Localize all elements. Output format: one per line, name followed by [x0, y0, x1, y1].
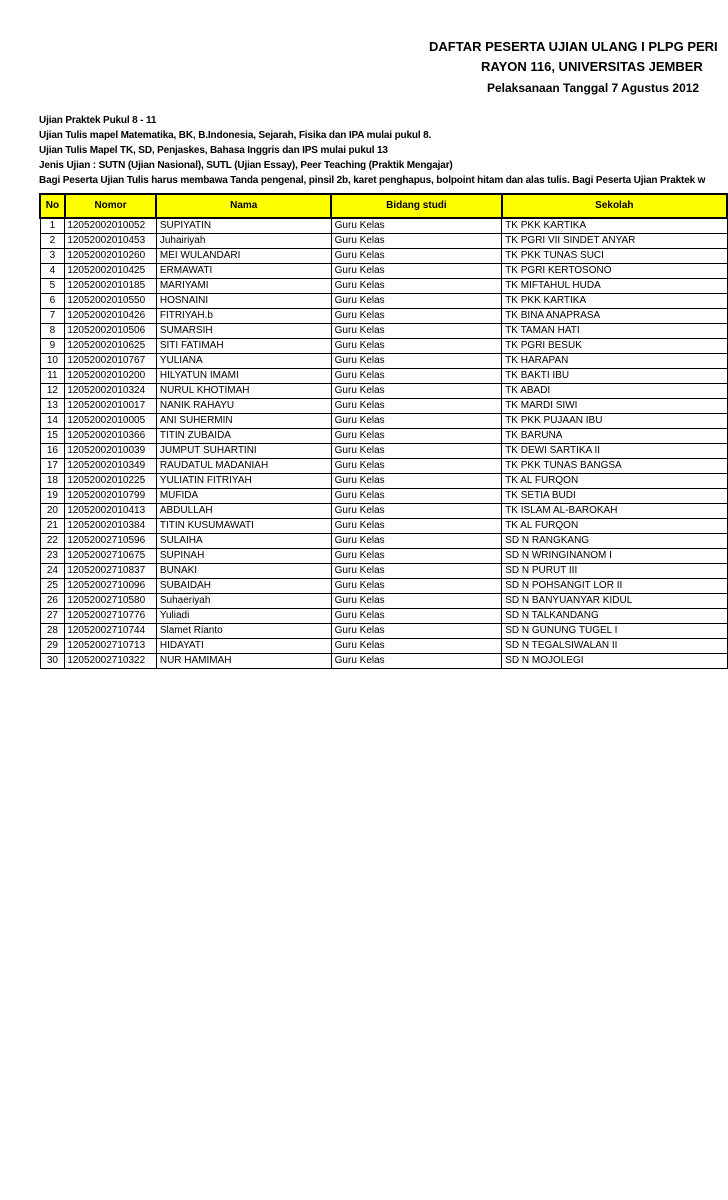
cell-no: 26	[40, 594, 65, 609]
cell-sekolah: SD N TEGALSIWALAN II	[502, 639, 727, 654]
cell-nama: ANI SUHERMIN	[156, 414, 331, 429]
cell-sekolah: TK PKK PUJAAN IBU	[502, 414, 727, 429]
cell-sekolah: TK PKK TUNAS BANGSA	[502, 459, 727, 474]
table-row	[40, 294, 727, 309]
cell-nama: FITRIYAH.b	[156, 309, 331, 324]
column-header-nama: Nama	[156, 194, 331, 218]
cell-nomor: 12052002010426	[65, 309, 157, 324]
cell-bidang-studi: Guru Kelas	[331, 654, 502, 669]
cell-nama: YULIANA	[156, 354, 331, 369]
cell-sekolah: TK MIFTAHUL HUDA	[502, 279, 727, 294]
participants-table	[39, 193, 728, 669]
cell-nama: ERMAWATI	[156, 264, 331, 279]
cell-nomor: 12052002010200	[65, 369, 157, 384]
cell-bidang-studi: Guru Kelas	[331, 369, 502, 384]
cell-sekolah: SD N WRINGINANOM I	[502, 549, 727, 564]
table-row	[40, 384, 727, 399]
cell-nama: SUBAIDAH	[156, 579, 331, 594]
table-row	[40, 564, 727, 579]
cell-nomor: 12052002010349	[65, 459, 157, 474]
cell-no: 3	[40, 249, 65, 264]
cell-nomor: 12052002010052	[65, 218, 157, 234]
cell-no: 5	[40, 279, 65, 294]
cell-bidang-studi: Guru Kelas	[331, 489, 502, 504]
cell-bidang-studi: Guru Kelas	[331, 534, 502, 549]
cell-nama: HIDAYATI	[156, 639, 331, 654]
cell-nama: BUNAKI	[156, 564, 331, 579]
cell-sekolah: TK ISLAM AL-BAROKAH	[502, 504, 727, 519]
cell-sekolah: TK ABADI	[502, 384, 727, 399]
cell-bidang-studi: Guru Kelas	[331, 324, 502, 339]
cell-nomor: 12052002010185	[65, 279, 157, 294]
table-row	[40, 444, 727, 459]
cell-no: 19	[40, 489, 65, 504]
document-date: Pelaksanaan Tanggal 7 Agustus 2012	[487, 81, 700, 95]
cell-sekolah: TK MARDI SIWI	[502, 399, 727, 414]
cell-sekolah: SD N BANYUANYAR KIDUL	[502, 594, 727, 609]
cell-nomor: 12052002010039	[65, 444, 157, 459]
table-row	[40, 429, 727, 444]
note-tulis-afternoon: Ujian Tulis Mapel TK, SD, Penjaskes, Bahasa Inggris dan IPS mulai pukul 13	[39, 145, 388, 156]
cell-bidang-studi: Guru Kelas	[331, 279, 502, 294]
cell-no: 25	[40, 579, 65, 594]
table-row	[40, 489, 727, 504]
table-row	[40, 639, 727, 654]
cell-sekolah: TK HARAPAN	[502, 354, 727, 369]
cell-nomor: 12052002010425	[65, 264, 157, 279]
cell-sekolah: SD N POHSANGIT LOR II	[502, 579, 727, 594]
cell-sekolah: TK BAKTI IBU	[502, 369, 727, 384]
cell-bidang-studi: Guru Kelas	[331, 234, 502, 249]
cell-no: 1	[40, 218, 65, 234]
table-row	[40, 534, 727, 549]
cell-nomor: 12052002710675	[65, 549, 157, 564]
column-header-nomor: Nomor	[65, 194, 157, 218]
table-row	[40, 609, 727, 624]
column-header-no: No	[40, 194, 65, 218]
cell-nama: NURUL KHOTIMAH	[156, 384, 331, 399]
cell-sekolah: TK BINA ANAPRASA	[502, 309, 727, 324]
cell-sekolah: SD N RANGKANG	[502, 534, 727, 549]
cell-bidang-studi: Guru Kelas	[331, 474, 502, 489]
cell-nama: TITIN ZUBAIDA	[156, 429, 331, 444]
cell-bidang-studi: Guru Kelas	[331, 354, 502, 369]
cell-sekolah: TK PGRI VII SINDET ANYAR	[502, 234, 727, 249]
cell-no: 23	[40, 549, 65, 564]
cell-nama: NANIK RAHAYU	[156, 399, 331, 414]
cell-bidang-studi: Guru Kelas	[331, 399, 502, 414]
cell-bidang-studi: Guru Kelas	[331, 249, 502, 264]
cell-nama: RAUDATUL MADANIAH	[156, 459, 331, 474]
cell-nomor: 12052002010550	[65, 294, 157, 309]
cell-nomor: 12052002710596	[65, 534, 157, 549]
table-row	[40, 279, 727, 294]
cell-no: 9	[40, 339, 65, 354]
cell-no: 28	[40, 624, 65, 639]
table-row	[40, 414, 727, 429]
column-header-sekolah: Sekolah	[502, 194, 727, 218]
cell-bidang-studi: Guru Kelas	[331, 294, 502, 309]
cell-bidang-studi: Guru Kelas	[331, 549, 502, 564]
cell-nomor: 12052002010453	[65, 234, 157, 249]
cell-no: 2	[40, 234, 65, 249]
table-row	[40, 549, 727, 564]
cell-no: 22	[40, 534, 65, 549]
cell-bidang-studi: Guru Kelas	[331, 339, 502, 354]
cell-bidang-studi: Guru Kelas	[331, 444, 502, 459]
table-row	[40, 218, 727, 234]
table-row	[40, 624, 727, 639]
cell-nama: TITIN KUSUMAWATI	[156, 519, 331, 534]
cell-nama: MUFIDA	[156, 489, 331, 504]
table-row	[40, 339, 727, 354]
table-row	[40, 504, 727, 519]
cell-nomor: 12052002010767	[65, 354, 157, 369]
cell-nama: YULIATIN FITRIYAH	[156, 474, 331, 489]
cell-nama: Juhairiyah	[156, 234, 331, 249]
table-row	[40, 234, 727, 249]
note-requirements: Bagi Peserta Ujian Tulis harus membawa Tanda pengenal, pinsil 2b, karet penghapus, bolpoint hitam dan alas tulis. Bagi Peserta Ujian Praktek w	[39, 175, 706, 186]
cell-no: 17	[40, 459, 65, 474]
cell-sekolah: TK AL FURQON	[502, 474, 727, 489]
cell-nama: SUPIYATIN	[156, 218, 331, 234]
cell-sekolah: SD N MOJOLEGI	[502, 654, 727, 669]
cell-nomor: 12052002010005	[65, 414, 157, 429]
cell-no: 4	[40, 264, 65, 279]
cell-no: 15	[40, 429, 65, 444]
cell-nomor: 12052002710580	[65, 594, 157, 609]
table-row	[40, 519, 727, 534]
cell-bidang-studi: Guru Kelas	[331, 564, 502, 579]
cell-nama: ABDULLAH	[156, 504, 331, 519]
cell-no: 18	[40, 474, 65, 489]
cell-sekolah: TK BARUNA	[502, 429, 727, 444]
cell-sekolah: SD N TALKANDANG	[502, 609, 727, 624]
cell-no: 12	[40, 384, 65, 399]
cell-sekolah: TK PKK TUNAS SUCI	[502, 249, 727, 264]
document-subtitle: RAYON 116, UNIVERSITAS JEMBER	[481, 59, 703, 74]
cell-nomor: 12052002010225	[65, 474, 157, 489]
cell-no: 30	[40, 654, 65, 669]
table-row	[40, 459, 727, 474]
cell-nama: NUR HAMIMAH	[156, 654, 331, 669]
cell-bidang-studi: Guru Kelas	[331, 264, 502, 279]
cell-sekolah: TK PKK KARTIKA	[502, 294, 727, 309]
cell-nomor: 12052002010384	[65, 519, 157, 534]
table-row	[40, 594, 727, 609]
note-praktek-time: Ujian Praktek Pukul 8 - 11	[39, 115, 157, 126]
cell-nomor: 12052002710322	[65, 654, 157, 669]
cell-bidang-studi: Guru Kelas	[331, 384, 502, 399]
table-row	[40, 264, 727, 279]
cell-nama: SULAIHA	[156, 534, 331, 549]
cell-bidang-studi: Guru Kelas	[331, 459, 502, 474]
table-row	[40, 369, 727, 384]
cell-nama: SUMARSIH	[156, 324, 331, 339]
cell-nama: HOSNAINI	[156, 294, 331, 309]
cell-sekolah: TK PGRI KERTOSONO	[502, 264, 727, 279]
cell-bidang-studi: Guru Kelas	[331, 624, 502, 639]
table-row	[40, 579, 727, 594]
cell-nama: Yuliadi	[156, 609, 331, 624]
note-exam-types: Jenis Ujian : SUTN (Ujian Nasional), SUTL (Ujian Essay), Peer Teaching (Praktik Mengajar)	[39, 160, 453, 171]
table-row	[40, 354, 727, 369]
cell-bidang-studi: Guru Kelas	[331, 579, 502, 594]
cell-nomor: 12052002710776	[65, 609, 157, 624]
cell-nama: SUPINAH	[156, 549, 331, 564]
cell-nomor: 12052002710096	[65, 579, 157, 594]
table-row	[40, 474, 727, 489]
cell-no: 10	[40, 354, 65, 369]
cell-nomor: 12052002010799	[65, 489, 157, 504]
cell-nomor: 12052002710744	[65, 624, 157, 639]
table-row	[40, 399, 727, 414]
cell-sekolah: TK PGRI BESUK	[502, 339, 727, 354]
cell-nama: Suhaeriyah	[156, 594, 331, 609]
cell-no: 29	[40, 639, 65, 654]
cell-no: 6	[40, 294, 65, 309]
cell-no: 21	[40, 519, 65, 534]
cell-nomor: 12052002710713	[65, 639, 157, 654]
document-title: DAFTAR PESERTA UJIAN ULANG I PLPG PERI	[429, 39, 718, 54]
cell-no: 16	[40, 444, 65, 459]
cell-nama: HILYATUN IMAMI	[156, 369, 331, 384]
table-row	[40, 249, 727, 264]
cell-sekolah: TK PKK KARTIKA	[502, 218, 727, 234]
cell-bidang-studi: Guru Kelas	[331, 429, 502, 444]
cell-no: 7	[40, 309, 65, 324]
cell-sekolah: SD N PURUT III	[502, 564, 727, 579]
cell-nama: JUMPUT SUHARTINI	[156, 444, 331, 459]
cell-no: 8	[40, 324, 65, 339]
cell-sekolah: TK TAMAN HATI	[502, 324, 727, 339]
cell-no: 11	[40, 369, 65, 384]
cell-nama: SITI FATIMAH	[156, 339, 331, 354]
table-row	[40, 309, 727, 324]
cell-bidang-studi: Guru Kelas	[331, 594, 502, 609]
cell-bidang-studi: Guru Kelas	[331, 414, 502, 429]
cell-no: 13	[40, 399, 65, 414]
table-header-row	[40, 194, 727, 218]
cell-sekolah: SD N GUNUNG TUGEL I	[502, 624, 727, 639]
cell-bidang-studi: Guru Kelas	[331, 218, 502, 234]
cell-bidang-studi: Guru Kelas	[331, 504, 502, 519]
cell-bidang-studi: Guru Kelas	[331, 639, 502, 654]
cell-sekolah: TK SETIA BUDI	[502, 489, 727, 504]
cell-nomor: 12052002710837	[65, 564, 157, 579]
cell-nomor: 12052002010017	[65, 399, 157, 414]
cell-nomor: 12052002010625	[65, 339, 157, 354]
cell-nomor: 12052002010506	[65, 324, 157, 339]
cell-nama: MARIYAMI	[156, 279, 331, 294]
cell-no: 24	[40, 564, 65, 579]
cell-sekolah: TK DEWI SARTIKA II	[502, 444, 727, 459]
cell-nomor: 12052002010413	[65, 504, 157, 519]
cell-nomor: 12052002010366	[65, 429, 157, 444]
table-row	[40, 324, 727, 339]
cell-bidang-studi: Guru Kelas	[331, 609, 502, 624]
column-header-bidang-studi: Bidang studi	[331, 194, 502, 218]
cell-no: 27	[40, 609, 65, 624]
table-row	[40, 654, 727, 669]
cell-no: 14	[40, 414, 65, 429]
cell-nomor: 12052002010324	[65, 384, 157, 399]
note-tulis-morning: Ujian Tulis mapel Matematika, BK, B.Indonesia, Sejarah, Fisika dan IPA mulai pukul 8.	[39, 130, 432, 141]
cell-nama: MEI WULANDARI	[156, 249, 331, 264]
cell-nama: Slamet Rianto	[156, 624, 331, 639]
cell-no: 20	[40, 504, 65, 519]
cell-bidang-studi: Guru Kelas	[331, 309, 502, 324]
cell-sekolah: TK AL FURQON	[502, 519, 727, 534]
cell-nomor: 12052002010260	[65, 249, 157, 264]
cell-bidang-studi: Guru Kelas	[331, 519, 502, 534]
